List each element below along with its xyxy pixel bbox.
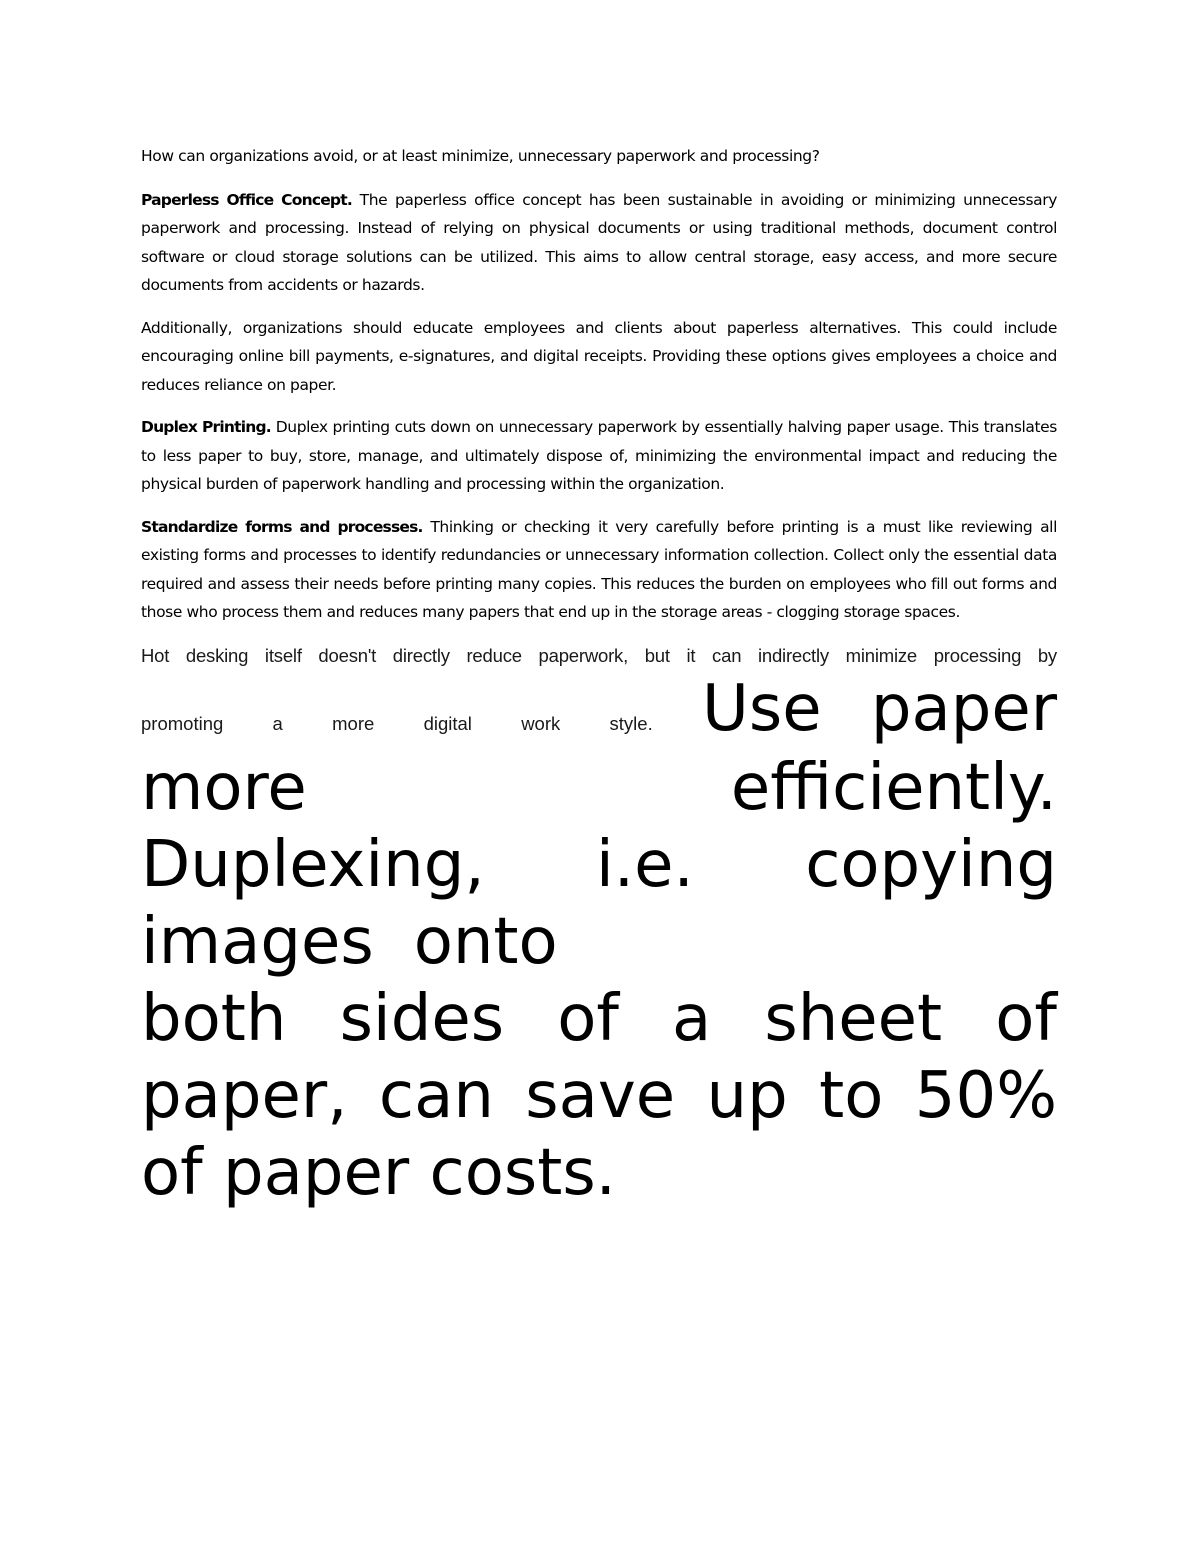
large-line-2 <box>141 750 1057 827</box>
large-word: Duplexing, <box>141 827 485 902</box>
heading-duplex-printing: Duplex Printing. <box>141 418 271 436</box>
large-word: up <box>706 1058 788 1133</box>
hot-desking-word: promoting <box>141 712 224 734</box>
large-word: both <box>141 981 287 1056</box>
large-word: 50% <box>914 1058 1057 1133</box>
large-text-block <box>141 672 1057 1212</box>
large-word: of <box>995 981 1057 1056</box>
mixed-line <box>141 672 1057 750</box>
document-page <box>141 142 1057 1212</box>
question-text: How can organizations avoid, or at least minimize, unnecessary paperwork and processing? <box>141 147 820 165</box>
large-word: paper, <box>141 1058 348 1133</box>
large-line-3 <box>141 827 1057 904</box>
large-word: sides <box>339 981 505 1056</box>
paragraph-paperless-office <box>141 186 1057 300</box>
text-additionally: Additionally, organizations should educate employees and clients about paperless alternatives. This could include encouraging online bill payments, e-signatures, and digital receipts. Providing these options gives employees a choice and reduces reliance on paper. <box>141 318 1057 394</box>
paragraph-standardize-forms <box>141 513 1057 627</box>
hot-desking-line-1: Hot desking itself doesn't directly reduce paperwork, but it can indirectly minimize processing by <box>141 644 1057 666</box>
heading-paperless-office: Paperless Office Concept. <box>141 190 352 209</box>
large-word: efficiently. <box>730 750 1057 825</box>
hot-desking-word: a <box>272 712 283 734</box>
text-standardize-forms: Thinking or checking it very carefully before printing is a must like reviewing all existing forms and processes to identify redundancies or unnecessary information collection. Collect only the essential data required and assess their needs before printing many copies. This reduces the burden on employees who fill out forms and those who process them and reduces many papers that end up in the storage areas - clogging storage spaces. <box>141 517 1057 621</box>
large-word: of <box>557 981 619 1056</box>
paragraph-additionally <box>141 314 1057 400</box>
large-word: images <box>141 904 374 979</box>
large-word: a <box>672 981 712 1056</box>
large-word: more <box>141 750 307 825</box>
large-word: to <box>819 1058 884 1133</box>
large-word: sheet <box>764 981 943 1056</box>
large-word: copying <box>805 827 1057 902</box>
large-word: i.e. <box>596 827 694 902</box>
hot-desking-word: digital <box>423 712 472 734</box>
hot-desking-word: work <box>521 712 561 734</box>
large-word: onto <box>413 904 558 979</box>
heading-standardize-forms: Standardize forms and processes. <box>141 517 423 536</box>
paragraph-duplex-printing <box>141 413 1057 499</box>
large-text-final: of paper costs. <box>141 1135 616 1210</box>
hot-desking-word: style. <box>609 712 653 734</box>
large-word: paper <box>870 671 1057 746</box>
text-duplex-printing: Duplex printing cuts down on unnecessary paperwork by essentially halving paper usage. This translates to less paper to buy, store, manage, and ultimately dispose of, minimizing the environmental impact and reducing the physical burden of paperwork handling and processing within the organization. <box>141 418 1057 493</box>
large-line-7 <box>141 1135 1057 1212</box>
text-paperless-office: The paperless office concept has been sustainable in avoiding or minimizing unnecessary paperwork and processing. Instead of relying on physical documents or using traditional methods, document control software or cloud storage solutions can be utilized. This aims to allow central storage, easy access, and more secure documents from accidents or hazards. <box>141 190 1057 294</box>
hot-desking-word: more <box>332 712 375 734</box>
large-word: can <box>378 1058 494 1133</box>
large-word: save <box>525 1058 676 1133</box>
large-line-4 <box>141 904 1057 981</box>
large-word: Use <box>702 671 822 746</box>
large-line-5 <box>141 981 1057 1058</box>
large-line-6 <box>141 1058 1057 1135</box>
